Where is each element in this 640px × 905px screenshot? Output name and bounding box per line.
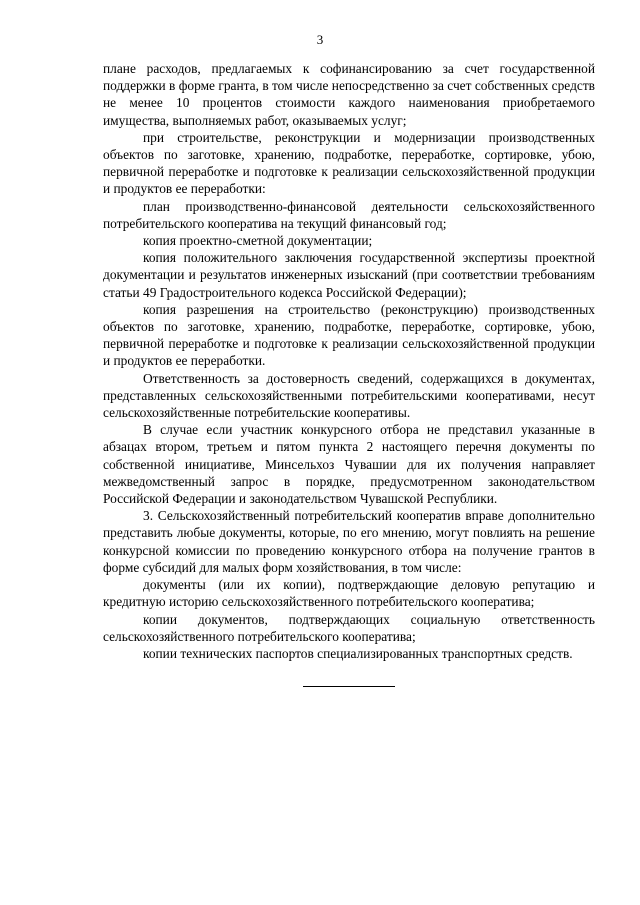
end-separator-line — [303, 686, 395, 687]
paragraph-8: В случае если участник конкурсного отбора не представил указанные в абзацах втором, третьем и пятом пункта 2 настоящего перечня документы по собственной инициативе, Минсельхоз Чувашии для их получения направляет межведомственный запрос в порядке, предусмотренном законодательством Российской Федерации и законодательством Чувашской Республики. — [103, 422, 595, 507]
page-number: 3 — [316, 32, 324, 47]
paragraph-11: копии документов, подтверждающих социальную ответственность сельскохозяйственного потребительского кооператива; — [103, 611, 595, 644]
paragraph-10: документы (или их копии), подтверждающие деловую репутацию и кредитную историю сельскохозяйственного потребительского кооператива; — [103, 577, 595, 610]
paragraph-9: 3. Сельскохозяйственный потребительский кооператив вправе дополнительно представить любые документы, которые, по его мнению, могут повлиять на решение конкурсной комиссии по проведению конкурсного отбора на получение грантов в форме субсидий для малых форм хозяйствования, в том числе: — [103, 508, 595, 575]
body-text — [103, 60, 595, 662]
paragraph-12: копии технических паспортов специализированных транспортных средств. — [143, 645, 573, 661]
paragraph-2: при строительстве, реконструкции и модернизации производственных объектов по заготовке, хранению, подработке, переработке, сортировке, убою, первичной переработке и подготовке к реализации сельскохозяйственной продукции и продуктов ее переработки: — [103, 129, 595, 197]
paragraph-6: копия разрешения на строительство (реконструкцию) производственных объектов по заготовке, хранению, подработке, переработке, сортировке, убою, первичной переработке и подготовке к реализации сельскохозяйственной продукции и продуктов ее переработки. — [103, 301, 595, 369]
paragraph-1: плане расходов, предлагаемых к софинансированию за счет государственной поддержки в форме гранта, в том числе непосредственно за счет собственных средств не менее 10 процентов стоимости каждого наименования приобретаемого имущества, выполняемых работ, оказываемых услуг; — [103, 61, 595, 128]
paragraph-5: копия положительного заключения государственной экспертизы проектной документации и результатов инженерных изысканий (при соответствии требованиям статьи 49 Градостроительного кодекса Российской Федерации); — [103, 250, 595, 300]
paragraph-4: копия проектно-сметной документации; — [143, 233, 373, 249]
paragraph-7: Ответственность за достоверность сведений, содержащихся в документах, представленных сельскохозяйственными потребительскими кооперативами, несут сельскохозяйственные потребительские кооперативы. — [103, 370, 595, 421]
paragraph-3: план производственно-финансовой деятельности сельскохозяйственного потребительского кооператива на текущий финансовый год; — [103, 198, 595, 231]
